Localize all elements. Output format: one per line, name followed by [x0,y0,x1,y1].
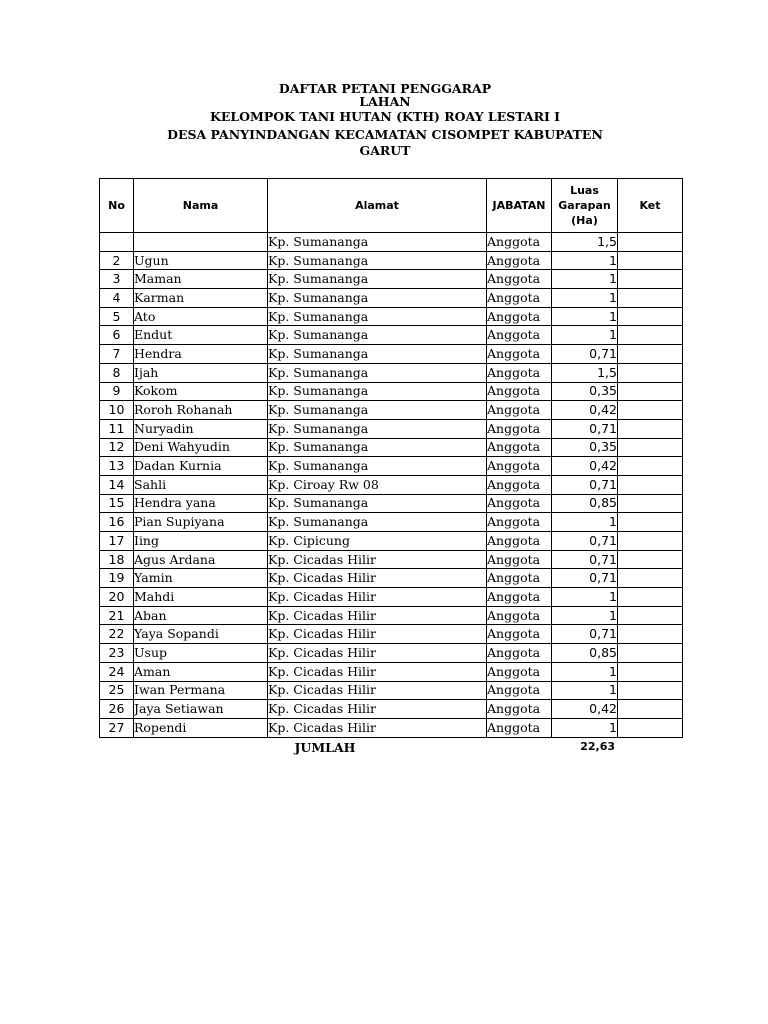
row-nama: Ato [134,307,268,326]
row-nama: Maman [134,270,268,289]
row-alamat: Kp. Cicadas Hilir [268,550,487,569]
col-header-luas [552,179,618,233]
table-row [100,382,683,401]
row-nama [134,233,268,252]
row-alamat: Kp. Cicadas Hilir [268,718,487,737]
row-jabatan: Anggota [487,289,552,308]
row-alamat: Kp. Sumananga [268,307,487,326]
row-nama: Roroh Rohanah [134,401,268,420]
row-ket [618,401,683,420]
row-ket [618,606,683,625]
row-ket [618,345,683,364]
row-jabatan: Anggota [487,644,552,663]
table-row [100,681,683,700]
row-alamat: Kp. Sumananga [268,419,487,438]
row-ket [618,251,683,270]
row-luas: 0,71 [552,475,618,494]
row-jabatan: Anggota [487,438,552,457]
row-nama: Kokom [134,382,268,401]
row-luas: 1 [552,251,618,270]
row-alamat: Kp. Cicadas Hilir [268,606,487,625]
row-nama: Aban [134,606,268,625]
row-luas: 0,71 [552,625,618,644]
table-row [100,569,683,588]
table-row [100,363,683,382]
row-luas: 0,71 [552,419,618,438]
row-no: 21 [100,606,134,625]
table-header-row [100,179,683,233]
title-line-2: LAHAN [359,94,411,109]
row-luas: 1 [552,718,618,737]
row-ket [618,625,683,644]
table-row [100,419,683,438]
row-luas: 1 [552,513,618,532]
row-nama: Nuryadin [134,419,268,438]
row-alamat: Kp. Sumananga [268,438,487,457]
row-luas: 0,85 [552,494,618,513]
row-ket [618,438,683,457]
table-row [100,345,683,364]
row-nama: Karman [134,289,268,308]
col-header-ket: Ket [618,179,683,233]
row-luas: 1 [552,662,618,681]
row-ket [618,550,683,569]
title-line-3: KELOMPOK TANI HUTAN (KTH) ROAY LESTARI I [209,109,561,124]
row-alamat: Kp. Sumananga [268,270,487,289]
col-header-luas-line-2: Garapan [558,199,611,212]
row-ket [618,718,683,737]
row-nama: Hendra [134,345,268,364]
row-ket [618,681,683,700]
table-row [100,532,683,551]
row-jabatan: Anggota [487,307,552,326]
row-nama: Pian Supiyana [134,513,268,532]
row-luas: 1 [552,588,618,607]
row-jabatan: Anggota [487,718,552,737]
row-jabatan: Anggota [487,457,552,476]
row-jabatan: Anggota [487,588,552,607]
table-row [100,662,683,681]
row-jabatan: Anggota [487,606,552,625]
row-alamat: Kp. Cicadas Hilir [268,569,487,588]
table-row [100,475,683,494]
row-ket [618,569,683,588]
table-row [100,606,683,625]
row-luas: 0,42 [552,457,618,476]
row-luas: 1 [552,307,618,326]
document-title [150,82,620,158]
table-row [100,289,683,308]
table-row [100,401,683,420]
row-alamat: Kp. Cicadas Hilir [268,644,487,663]
row-jabatan: Anggota [487,475,552,494]
table-row [100,494,683,513]
row-nama: Sahli [134,475,268,494]
row-ket [618,307,683,326]
table-row [100,457,683,476]
row-no: 8 [100,363,134,382]
row-ket [618,700,683,719]
row-no: 23 [100,644,134,663]
row-no: 26 [100,700,134,719]
row-alamat: Kp. Sumananga [268,513,487,532]
row-nama: Agus Ardana [134,550,268,569]
row-nama: Iwan Permana [134,681,268,700]
table-row [100,233,683,252]
row-ket [618,363,683,382]
row-nama: Iing [134,532,268,551]
row-no: 11 [100,419,134,438]
row-jabatan: Anggota [487,681,552,700]
row-luas: 1,5 [552,363,618,382]
row-no: 13 [100,457,134,476]
row-no: 19 [100,569,134,588]
row-ket [618,662,683,681]
row-no: 12 [100,438,134,457]
row-no: 4 [100,289,134,308]
row-jabatan: Anggota [487,233,552,252]
row-alamat: Kp. Sumananga [268,457,487,476]
row-no [100,233,134,252]
row-nama: Ijah [134,363,268,382]
table-row [100,644,683,663]
row-no: 20 [100,588,134,607]
row-ket [618,289,683,308]
row-luas: 1 [552,270,618,289]
row-no: 22 [100,625,134,644]
title-line-1: DAFTAR PETANI PENGGARAP [278,81,492,96]
row-luas: 0,71 [552,345,618,364]
row-no: 17 [100,532,134,551]
row-ket [618,475,683,494]
row-jabatan: Anggota [487,494,552,513]
row-luas: 0,42 [552,700,618,719]
table-row [100,307,683,326]
row-nama: Mahdi [134,588,268,607]
table-row [100,588,683,607]
row-luas: 0,71 [552,569,618,588]
title-line-5: GARUT [359,143,411,158]
row-alamat: Kp. Cicadas Hilir [268,662,487,681]
row-alamat: Kp. Sumananga [268,494,487,513]
row-jabatan: Anggota [487,401,552,420]
row-no: 14 [100,475,134,494]
row-alamat: Kp. Ciroay Rw 08 [268,475,487,494]
row-no: 3 [100,270,134,289]
col-header-jabatan: JABATAN [487,179,552,233]
row-ket [618,382,683,401]
col-header-no: No [100,179,134,233]
row-jabatan: Anggota [487,363,552,382]
row-alamat: Kp. Cicadas Hilir [268,625,487,644]
row-jabatan: Anggota [487,326,552,345]
row-alamat: Kp. Cipicung [268,532,487,551]
row-jabatan: Anggota [487,270,552,289]
row-nama: Endut [134,326,268,345]
row-no: 7 [100,345,134,364]
title-line-4: DESA PANYINDANGAN KECAMATAN CISOMPET KABUPATEN [167,127,603,142]
row-jabatan: Anggota [487,700,552,719]
col-header-luas-line-3: (Ha) [571,214,598,227]
row-alamat: Kp. Sumananga [268,401,487,420]
row-luas: 0,35 [552,382,618,401]
row-nama: Yamin [134,569,268,588]
row-luas: 1 [552,606,618,625]
row-luas: 0,35 [552,438,618,457]
total-label: JUMLAH [294,740,356,755]
row-alamat: Kp. Sumananga [268,382,487,401]
table-row [100,326,683,345]
row-alamat: Kp. Sumananga [268,326,487,345]
table-row [100,251,683,270]
row-alamat: Kp. Sumananga [268,251,487,270]
row-no: 10 [100,401,134,420]
row-jabatan: Anggota [487,550,552,569]
row-nama: Ropendi [134,718,268,737]
row-no: 5 [100,307,134,326]
row-ket [618,532,683,551]
row-no: 16 [100,513,134,532]
row-no: 9 [100,382,134,401]
row-nama: Ugun [134,251,268,270]
row-no: 2 [100,251,134,270]
row-jabatan: Anggota [487,532,552,551]
row-jabatan: Anggota [487,662,552,681]
row-nama: Aman [134,662,268,681]
row-ket [618,494,683,513]
row-ket [618,644,683,663]
row-nama: Yaya Sopandi [134,625,268,644]
row-alamat: Kp. Cicadas Hilir [268,681,487,700]
row-jabatan: Anggota [487,382,552,401]
row-luas: 0,42 [552,401,618,420]
table-row [100,700,683,719]
row-jabatan: Anggota [487,569,552,588]
row-nama: Jaya Setiawan [134,700,268,719]
table-row [100,270,683,289]
col-header-luas-line-1: Luas [570,184,599,197]
row-no: 27 [100,718,134,737]
row-alamat: Kp. Sumananga [268,233,487,252]
row-jabatan: Anggota [487,625,552,644]
row-ket [618,419,683,438]
row-alamat: Kp. Sumananga [268,363,487,382]
row-luas: 1 [552,326,618,345]
row-nama: Usup [134,644,268,663]
row-ket [618,270,683,289]
row-alamat: Kp. Sumananga [268,289,487,308]
total-value: 22,63 [580,740,615,753]
table-row [100,625,683,644]
row-luas: 1 [552,681,618,700]
row-luas: 0,85 [552,644,618,663]
col-header-alamat: Alamat [268,179,487,233]
row-no: 24 [100,662,134,681]
row-luas: 0,71 [552,550,618,569]
col-header-nama: Nama [134,179,268,233]
row-luas: 1,5 [552,233,618,252]
table-row [100,513,683,532]
row-no: 6 [100,326,134,345]
row-ket [618,588,683,607]
row-alamat: Kp. Cicadas Hilir [268,700,487,719]
table-row [100,550,683,569]
table-body [100,233,683,738]
row-ket [618,457,683,476]
table-row [100,438,683,457]
row-nama: Deni Wahyudin [134,438,268,457]
row-ket [618,326,683,345]
row-no: 18 [100,550,134,569]
row-ket [618,233,683,252]
row-jabatan: Anggota [487,345,552,364]
row-nama: Hendra yana [134,494,268,513]
row-jabatan: Anggota [487,513,552,532]
table-row [100,718,683,737]
row-no: 25 [100,681,134,700]
row-jabatan: Anggota [487,419,552,438]
row-no: 15 [100,494,134,513]
row-nama: Dadan Kurnia [134,457,268,476]
row-alamat: Kp. Cicadas Hilir [268,588,487,607]
row-jabatan: Anggota [487,251,552,270]
row-luas: 0,71 [552,532,618,551]
row-ket [618,513,683,532]
farmer-table [99,178,683,738]
row-luas: 1 [552,289,618,308]
row-alamat: Kp. Sumananga [268,345,487,364]
